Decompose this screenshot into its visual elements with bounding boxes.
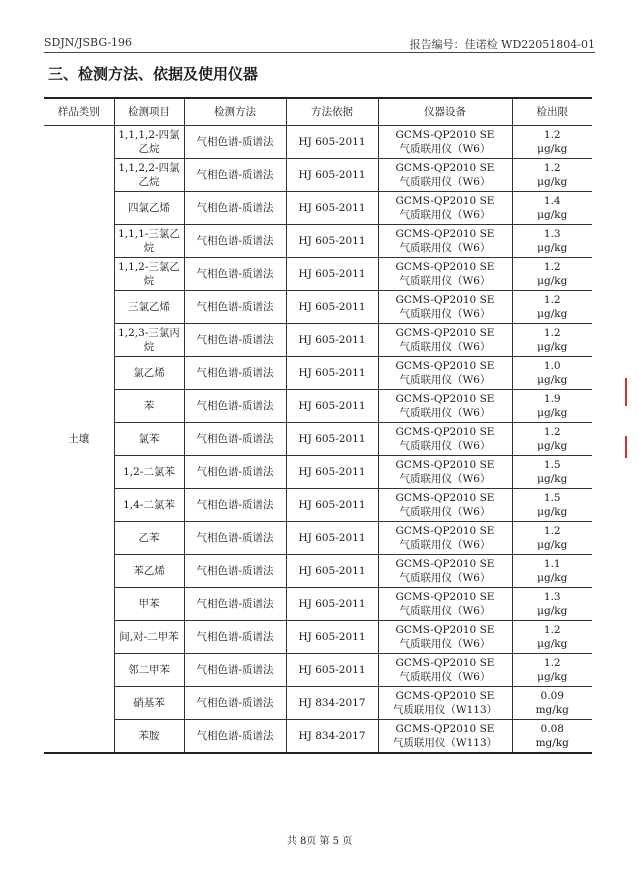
test-method-cell: 气相色谱-质谱法 <box>184 225 286 258</box>
instrument-name: 气质联用仪（W6） <box>399 341 491 353</box>
test-method-cell: 气相色谱-质谱法 <box>184 126 286 159</box>
instrument-name: 气质联用仪（W6） <box>399 275 491 287</box>
detection-limit-unit: μg/kg <box>537 308 568 320</box>
detection-limit-cell <box>512 720 592 754</box>
detection-limit-cell <box>512 159 592 192</box>
test-method-cell: 气相色谱-质谱法 <box>184 621 286 654</box>
test-item-cell: 1,4-二氯苯 <box>114 489 184 522</box>
test-method-cell: 气相色谱-质谱法 <box>184 159 286 192</box>
table-row <box>44 588 592 621</box>
detection-limit-cell <box>512 555 592 588</box>
test-item-cell: 1,1,2,2-四氯乙烷 <box>114 159 184 192</box>
table-row <box>44 720 592 754</box>
method-basis-cell: HJ 605-2011 <box>286 654 378 687</box>
detection-limit-value: 1.2 <box>543 426 561 438</box>
table-row <box>44 390 592 423</box>
test-method-cell: 气相色谱-质谱法 <box>184 654 286 687</box>
method-basis-cell: HJ 834-2017 <box>286 720 378 754</box>
instrument-model: GCMS-QP2010 SE <box>395 591 495 603</box>
detection-limit-unit: mg/kg <box>535 704 569 716</box>
red-stamp-edge <box>625 436 637 458</box>
table-row <box>44 489 592 522</box>
detection-limit-cell <box>512 654 592 687</box>
instrument-model: GCMS-QP2010 SE <box>395 426 495 438</box>
table-row <box>44 423 592 456</box>
report-number: 报告编号：佳诺检 WD22051804-01 <box>409 38 595 51</box>
detection-limit-cell <box>512 489 592 522</box>
detection-limit-cell <box>512 192 592 225</box>
table-row <box>44 159 592 192</box>
instrument-model: GCMS-QP2010 SE <box>395 657 495 669</box>
detection-limit-value: 1.2 <box>543 129 561 141</box>
detection-limit-cell <box>512 126 592 159</box>
test-item-cell: 1,2-二氯苯 <box>114 456 184 489</box>
test-item-cell: 乙苯 <box>114 522 184 555</box>
test-method-cell: 气相色谱-质谱法 <box>184 687 286 720</box>
table-row <box>44 324 592 357</box>
instrument-cell <box>378 357 512 390</box>
red-stamp-edge <box>625 378 637 406</box>
table-row <box>44 456 592 489</box>
instrument-cell <box>378 126 512 159</box>
instrument-name: 气质联用仪（W113） <box>392 704 498 716</box>
table-row <box>44 258 592 291</box>
detection-limit-unit: μg/kg <box>537 638 568 650</box>
instrument-name: 气质联用仪（W6） <box>399 539 491 551</box>
table-row <box>44 522 592 555</box>
instrument-cell <box>378 258 512 291</box>
detection-limit-cell <box>512 390 592 423</box>
method-basis-cell: HJ 605-2011 <box>286 588 378 621</box>
detection-limit-unit: μg/kg <box>537 671 568 683</box>
instrument-cell <box>378 654 512 687</box>
method-basis-cell: HJ 605-2011 <box>286 621 378 654</box>
instrument-model: GCMS-QP2010 SE <box>395 393 495 405</box>
table-header-row <box>44 98 592 126</box>
test-method-cell: 气相色谱-质谱法 <box>184 291 286 324</box>
detection-limit-cell <box>512 291 592 324</box>
col-header-detection-limit: 检出限 <box>512 98 592 126</box>
instrument-name: 气质联用仪（W6） <box>399 308 491 320</box>
instrument-model: GCMS-QP2010 SE <box>395 723 495 735</box>
col-header-instrument: 仪器设备 <box>378 98 512 126</box>
instrument-name: 气质联用仪（W6） <box>399 506 491 518</box>
instrument-cell <box>378 588 512 621</box>
instrument-cell <box>378 225 512 258</box>
test-item-cell: 邻二甲苯 <box>114 654 184 687</box>
test-item-cell: 1,1,2-三氯乙烷 <box>114 258 184 291</box>
instrument-name: 气质联用仪（W6） <box>399 374 491 386</box>
instrument-name: 气质联用仪（W6） <box>399 440 491 452</box>
section-title: 三、检测方法、依据及使用仪器 <box>48 65 259 83</box>
instrument-cell <box>378 555 512 588</box>
instrument-model: GCMS-QP2010 SE <box>395 690 495 702</box>
table-row <box>44 621 592 654</box>
detection-limit-cell <box>512 588 592 621</box>
test-method-cell: 气相色谱-质谱法 <box>184 555 286 588</box>
test-item-cell: 硝基苯 <box>114 687 184 720</box>
test-method-cell: 气相色谱-质谱法 <box>184 423 286 456</box>
detection-limit-unit: μg/kg <box>537 506 568 518</box>
test-item-cell: 1,1,1-三氯乙烷 <box>114 225 184 258</box>
method-basis-cell: HJ 605-2011 <box>286 489 378 522</box>
method-basis-cell: HJ 605-2011 <box>286 423 378 456</box>
table-row <box>44 687 592 720</box>
method-basis-cell: HJ 605-2011 <box>286 555 378 588</box>
detection-limit-cell <box>512 522 592 555</box>
instrument-model: GCMS-QP2010 SE <box>395 162 495 174</box>
instrument-model: GCMS-QP2010 SE <box>395 525 495 537</box>
test-item-cell: 三氯乙烯 <box>114 291 184 324</box>
instrument-model: GCMS-QP2010 SE <box>395 195 495 207</box>
detection-limit-cell <box>512 687 592 720</box>
detection-limit-unit: μg/kg <box>537 605 568 617</box>
detection-limit-value: 1.5 <box>543 492 561 504</box>
col-header-test-item: 检测项目 <box>114 98 184 126</box>
detection-limit-value: 1.3 <box>543 228 561 240</box>
detection-limit-unit: μg/kg <box>537 572 568 584</box>
detection-limit-cell <box>512 423 592 456</box>
detection-limit-value: 1.2 <box>543 327 561 339</box>
detection-limit-cell <box>512 357 592 390</box>
detection-limit-unit: mg/kg <box>535 737 569 749</box>
instrument-cell <box>378 720 512 754</box>
method-basis-cell: HJ 605-2011 <box>286 324 378 357</box>
detection-limit-value: 1.5 <box>543 459 561 471</box>
test-item-cell: 苯乙烯 <box>114 555 184 588</box>
method-basis-cell: HJ 605-2011 <box>286 225 378 258</box>
instrument-model: GCMS-QP2010 SE <box>395 261 495 273</box>
instrument-name: 气质联用仪（W6） <box>399 572 491 584</box>
detection-limit-unit: μg/kg <box>537 374 568 386</box>
detection-limit-unit: μg/kg <box>537 440 568 452</box>
method-basis-cell: HJ 605-2011 <box>286 192 378 225</box>
test-item-cell: 氯苯 <box>114 423 184 456</box>
instrument-name: 气质联用仪（W6） <box>399 638 491 650</box>
test-item-cell: 氯乙烯 <box>114 357 184 390</box>
method-basis-cell: HJ 605-2011 <box>286 456 378 489</box>
instrument-name: 气质联用仪（W6） <box>399 407 491 419</box>
instrument-name: 气质联用仪（W6） <box>399 209 491 221</box>
method-basis-cell: HJ 605-2011 <box>286 522 378 555</box>
detection-limit-unit: μg/kg <box>537 242 568 254</box>
header-rule <box>44 52 595 53</box>
page-footer: 共 8页 第 5 页 <box>286 836 353 847</box>
method-basis-cell: HJ 605-2011 <box>286 357 378 390</box>
detection-limit-cell <box>512 456 592 489</box>
instrument-cell <box>378 489 512 522</box>
detection-limit-cell <box>512 324 592 357</box>
detection-limit-cell <box>512 258 592 291</box>
detection-limit-value: 1.2 <box>543 525 561 537</box>
detection-limit-unit: μg/kg <box>537 473 568 485</box>
table-row <box>44 225 592 258</box>
method-basis-cell: HJ 834-2017 <box>286 687 378 720</box>
method-basis-cell: HJ 605-2011 <box>286 291 378 324</box>
test-method-cell: 气相色谱-质谱法 <box>184 522 286 555</box>
col-header-sample-category: 样品类别 <box>44 98 114 126</box>
instrument-name: 气质联用仪（W6） <box>399 473 491 485</box>
method-basis-cell: HJ 605-2011 <box>286 258 378 291</box>
table-row <box>44 654 592 687</box>
table-row <box>44 192 592 225</box>
instrument-name: 气质联用仪（W6） <box>399 176 491 188</box>
instrument-model: GCMS-QP2010 SE <box>395 129 495 141</box>
detection-limit-value: 1.2 <box>543 624 561 636</box>
instrument-name: 气质联用仪（W6） <box>399 143 491 155</box>
test-item-cell: 1,2,3-三氯丙烷 <box>114 324 184 357</box>
detection-limit-value: 0.09 <box>540 690 564 702</box>
instrument-model: GCMS-QP2010 SE <box>395 360 495 372</box>
test-method-cell: 气相色谱-质谱法 <box>184 390 286 423</box>
detection-limit-value: 1.9 <box>543 393 561 405</box>
table-body <box>44 126 592 754</box>
test-item-cell: 四氯乙烯 <box>114 192 184 225</box>
method-basis-cell: HJ 605-2011 <box>286 390 378 423</box>
test-item-cell: 苯 <box>114 390 184 423</box>
table-row <box>44 126 592 159</box>
detection-limit-unit: μg/kg <box>537 143 568 155</box>
detection-limit-value: 1.3 <box>543 591 561 603</box>
detection-limit-cell <box>512 621 592 654</box>
table-row <box>44 291 592 324</box>
instrument-model: GCMS-QP2010 SE <box>395 624 495 636</box>
detection-limit-value: 1.0 <box>543 360 561 372</box>
test-method-cell: 气相色谱-质谱法 <box>184 720 286 754</box>
detection-limit-cell <box>512 225 592 258</box>
detection-limit-unit: μg/kg <box>537 539 568 551</box>
instrument-name: 气质联用仪（W6） <box>399 242 491 254</box>
detection-limit-value: 1.1 <box>543 558 561 570</box>
instrument-cell <box>378 159 512 192</box>
instrument-model: GCMS-QP2010 SE <box>395 228 495 240</box>
method-basis-cell: HJ 605-2011 <box>286 126 378 159</box>
instrument-cell <box>378 390 512 423</box>
instrument-name: 气质联用仪（W6） <box>399 671 491 683</box>
table-row <box>44 555 592 588</box>
method-basis-cell: HJ 605-2011 <box>286 159 378 192</box>
instrument-cell <box>378 192 512 225</box>
instrument-model: GCMS-QP2010 SE <box>395 558 495 570</box>
detection-limit-unit: μg/kg <box>537 341 568 353</box>
detection-limit-value: 1.2 <box>543 162 561 174</box>
instrument-model: GCMS-QP2010 SE <box>395 459 495 471</box>
col-header-method-basis: 方法依据 <box>286 98 378 126</box>
detection-limit-unit: μg/kg <box>537 275 568 287</box>
detection-limit-unit: μg/kg <box>537 209 568 221</box>
instrument-cell <box>378 456 512 489</box>
instrument-cell <box>378 423 512 456</box>
instrument-cell <box>378 687 512 720</box>
instrument-cell <box>378 522 512 555</box>
detection-limit-unit: μg/kg <box>537 176 568 188</box>
instrument-cell <box>378 324 512 357</box>
instrument-model: GCMS-QP2010 SE <box>395 492 495 504</box>
instrument-cell <box>378 621 512 654</box>
instrument-model: GCMS-QP2010 SE <box>395 327 495 339</box>
detection-limit-unit: μg/kg <box>537 407 568 419</box>
test-method-cell: 气相色谱-质谱法 <box>184 588 286 621</box>
test-item-cell: 苯胺 <box>114 720 184 754</box>
document-code: SDJN/JSBG-196 <box>44 36 133 49</box>
instrument-name: 气质联用仪（W113） <box>392 737 498 749</box>
detection-limit-value: 1.2 <box>543 657 561 669</box>
test-method-cell: 气相色谱-质谱法 <box>184 357 286 390</box>
sample-category-cell: 土壤 <box>44 126 114 754</box>
detection-limit-value: 1.2 <box>543 294 561 306</box>
detection-limit-value: 1.2 <box>543 261 561 273</box>
test-item-cell: 间,对-二甲苯 <box>114 621 184 654</box>
table-row <box>44 357 592 390</box>
method-table <box>44 97 592 754</box>
test-method-cell: 气相色谱-质谱法 <box>184 456 286 489</box>
instrument-name: 气质联用仪（W6） <box>399 605 491 617</box>
page-header <box>44 36 595 52</box>
test-method-cell: 气相色谱-质谱法 <box>184 489 286 522</box>
test-method-cell: 气相色谱-质谱法 <box>184 258 286 291</box>
test-item-cell: 1,1,1,2-四氯乙烷 <box>114 126 184 159</box>
test-method-cell: 气相色谱-质谱法 <box>184 324 286 357</box>
col-header-test-method: 检测方法 <box>184 98 286 126</box>
detection-limit-value: 0.08 <box>540 723 564 735</box>
test-method-cell: 气相色谱-质谱法 <box>184 192 286 225</box>
test-item-cell: 甲苯 <box>114 588 184 621</box>
instrument-cell <box>378 291 512 324</box>
instrument-model: GCMS-QP2010 SE <box>395 294 495 306</box>
detection-limit-value: 1.4 <box>543 195 561 207</box>
